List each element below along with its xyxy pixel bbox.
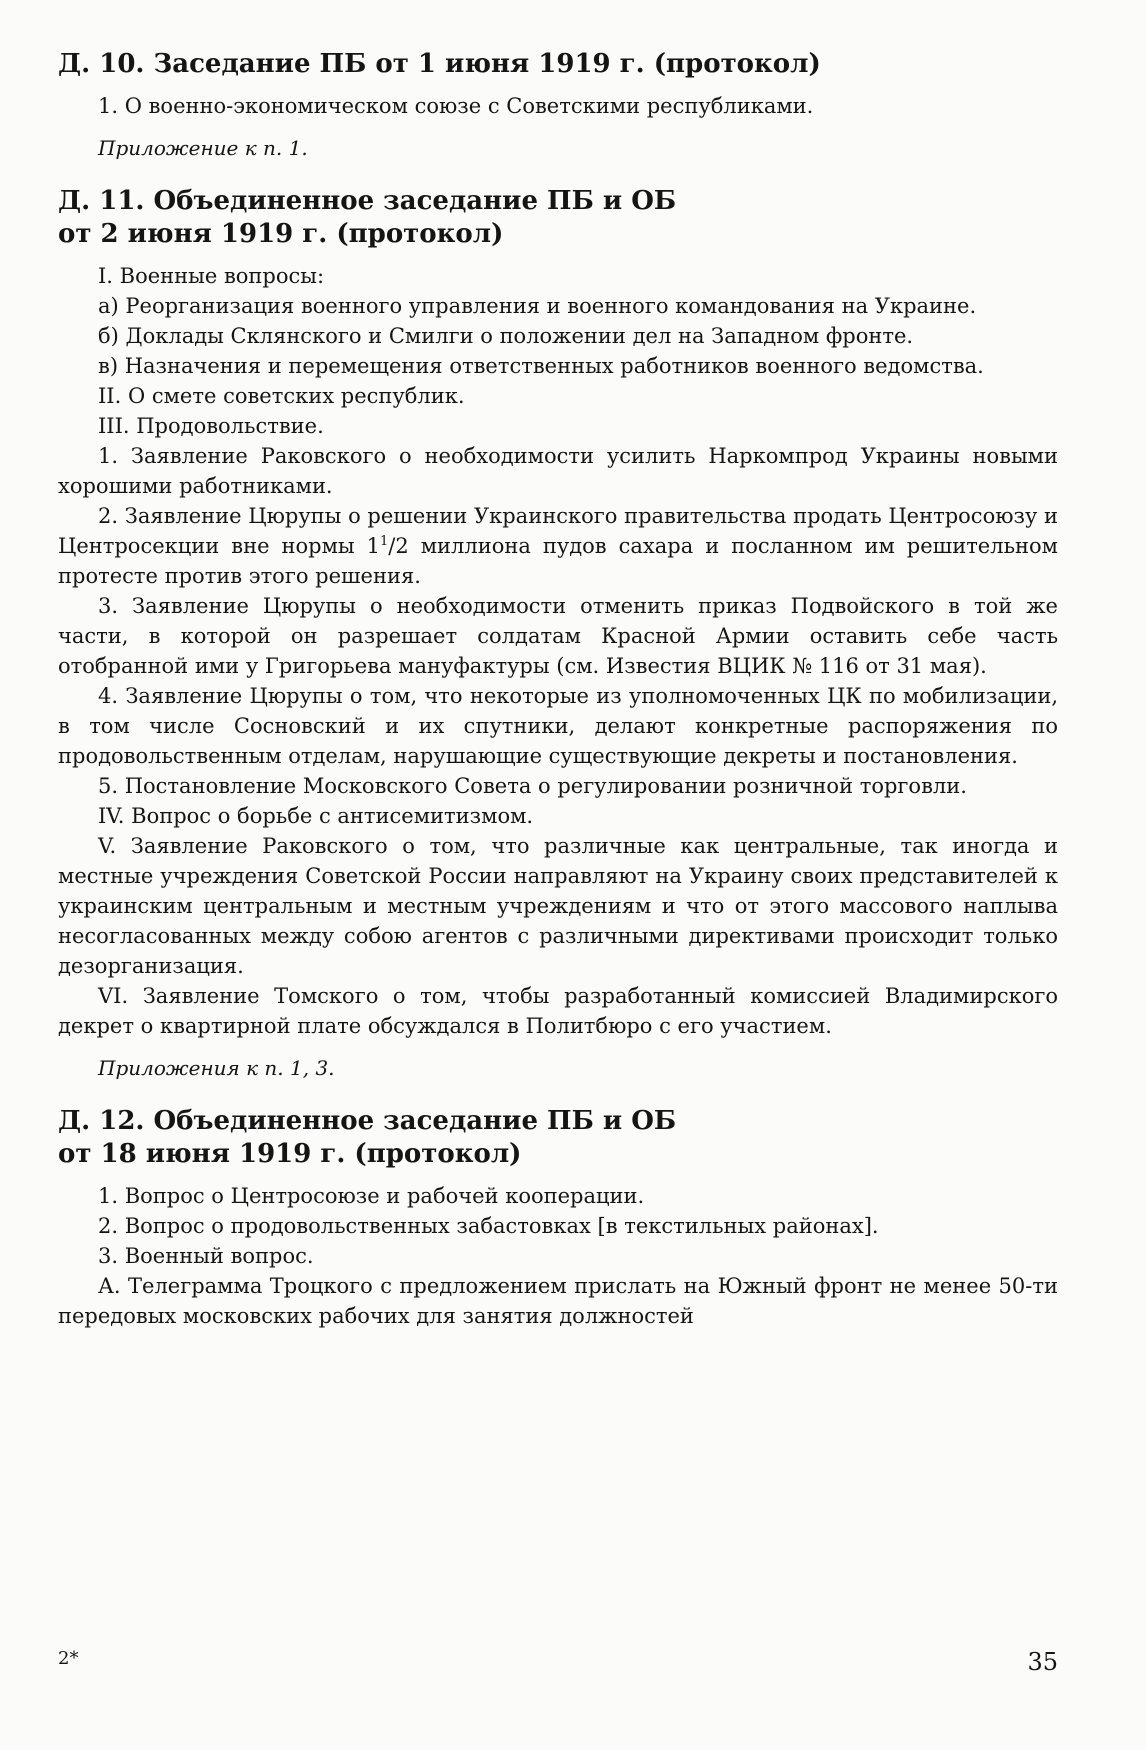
agenda-item: 1. О военно-экономическом союзе с Советскими республиками. — [98, 94, 814, 118]
appendix-note: Приложения к п. 1, 3. — [98, 1056, 335, 1080]
agenda-item: А. Телеграмма Троцкого с предложением прислать на Южный фронт не менее 50-ти передовых московских рабочих для занятия должностей — [58, 1274, 1058, 1328]
item-text: /2 миллиона пудов сахара и посланном им решительном протесте против этого решения. — [58, 534, 1058, 588]
page-number: 35 — [1027, 1648, 1058, 1676]
agenda-item: б) Доклады Склянского и Смилги о положении дел на Западном фронте. — [98, 324, 914, 348]
item-text: 2. Заявление Цюрупы о решении Украинского правительства продать Центросоюзу и Центросекции вне нормы 1 — [58, 504, 1058, 558]
agenda-item: в) Назначения и перемещения ответственных работников военного ведомства. — [98, 354, 984, 378]
agenda-item: II. О смете советских республик. — [98, 384, 465, 408]
agenda-item: VI. Заявление Томского о том, чтобы разработанный комиссией Владимирского декрет о квартирной плате обсуждался в Политбюро с его участием. — [58, 984, 1058, 1038]
agenda-item: III. Продовольствие. — [98, 414, 324, 438]
section-heading — [58, 1105, 1058, 1171]
agenda-item: 5. Постановление Московского Совета о регулировании розничной торговли. — [98, 774, 967, 798]
page-content — [58, 48, 1058, 1353]
agenda-item: а) Реорганизация военного управления и военного командования на Украине. — [98, 294, 977, 318]
heading-line: от 2 июня 1919 г. (протокол) — [58, 219, 504, 249]
agenda-item: I. Военные вопросы: — [98, 264, 325, 288]
section-d12 — [58, 1105, 1058, 1331]
heading-line: от 18 июня 1919 г. (протокол) — [58, 1139, 522, 1169]
section-heading: Д. 10. Заседание ПБ от 1 июня 1919 г. (протокол) — [58, 49, 821, 79]
agenda-item: 4. Заявление Цюрупы о том, что некоторые из уполномоченных ЦК по мобилизации, в том числе Сосновский и их спутники, делают конкретные распоряжения по продовольственным отделам, нарушающие существующие декреты и постановления. — [58, 684, 1058, 768]
heading-line: Д. 11. Объединенное заседание ПБ и ОБ — [58, 186, 677, 216]
section-d11 — [58, 185, 1058, 1083]
agenda-item: 3. Военный вопрос. — [98, 1244, 314, 1268]
appendix-note: Приложение к п. 1. — [98, 136, 308, 160]
agenda-item: 1. Вопрос о Центросоюзе и рабочей кооперации. — [98, 1184, 645, 1208]
heading-line: Д. 12. Объединенное заседание ПБ и ОБ — [58, 1106, 677, 1136]
section-d10 — [58, 48, 1058, 163]
section-heading — [58, 185, 1058, 251]
agenda-item: V. Заявление Раковского о том, что различные как центральные, так иногда и местные учреждения Советской России направляют на Украину своих представителей к украинским центральным и местным учреждениям и что от этого массового наплыва несогласованных между собою агентов с различными директивами происходит только дезорганизация. — [58, 834, 1058, 978]
agenda-item: IV. Вопрос о борьбе с антисемитизмом. — [98, 804, 534, 828]
signature-mark: 2* — [58, 1648, 79, 1669]
fraction-numerator: 1 — [380, 534, 389, 549]
agenda-item — [58, 501, 1058, 591]
agenda-item: 2. Вопрос о продовольственных забастовках [в текстильных районах]. — [98, 1214, 879, 1238]
agenda-item: 1. Заявление Раковского о необходимости усилить Наркомпрод Украины новыми хорошими работниками. — [58, 444, 1058, 498]
agenda-item: 3. Заявление Цюрупы о необходимости отменить приказ Подвойского в той же части, в которой он разрешает солдатам Красной Армии оставить себе часть отобранной ими у Григорьева мануфактуры (см. Известия ВЦИК № 116 от 31 мая). — [58, 594, 1058, 678]
